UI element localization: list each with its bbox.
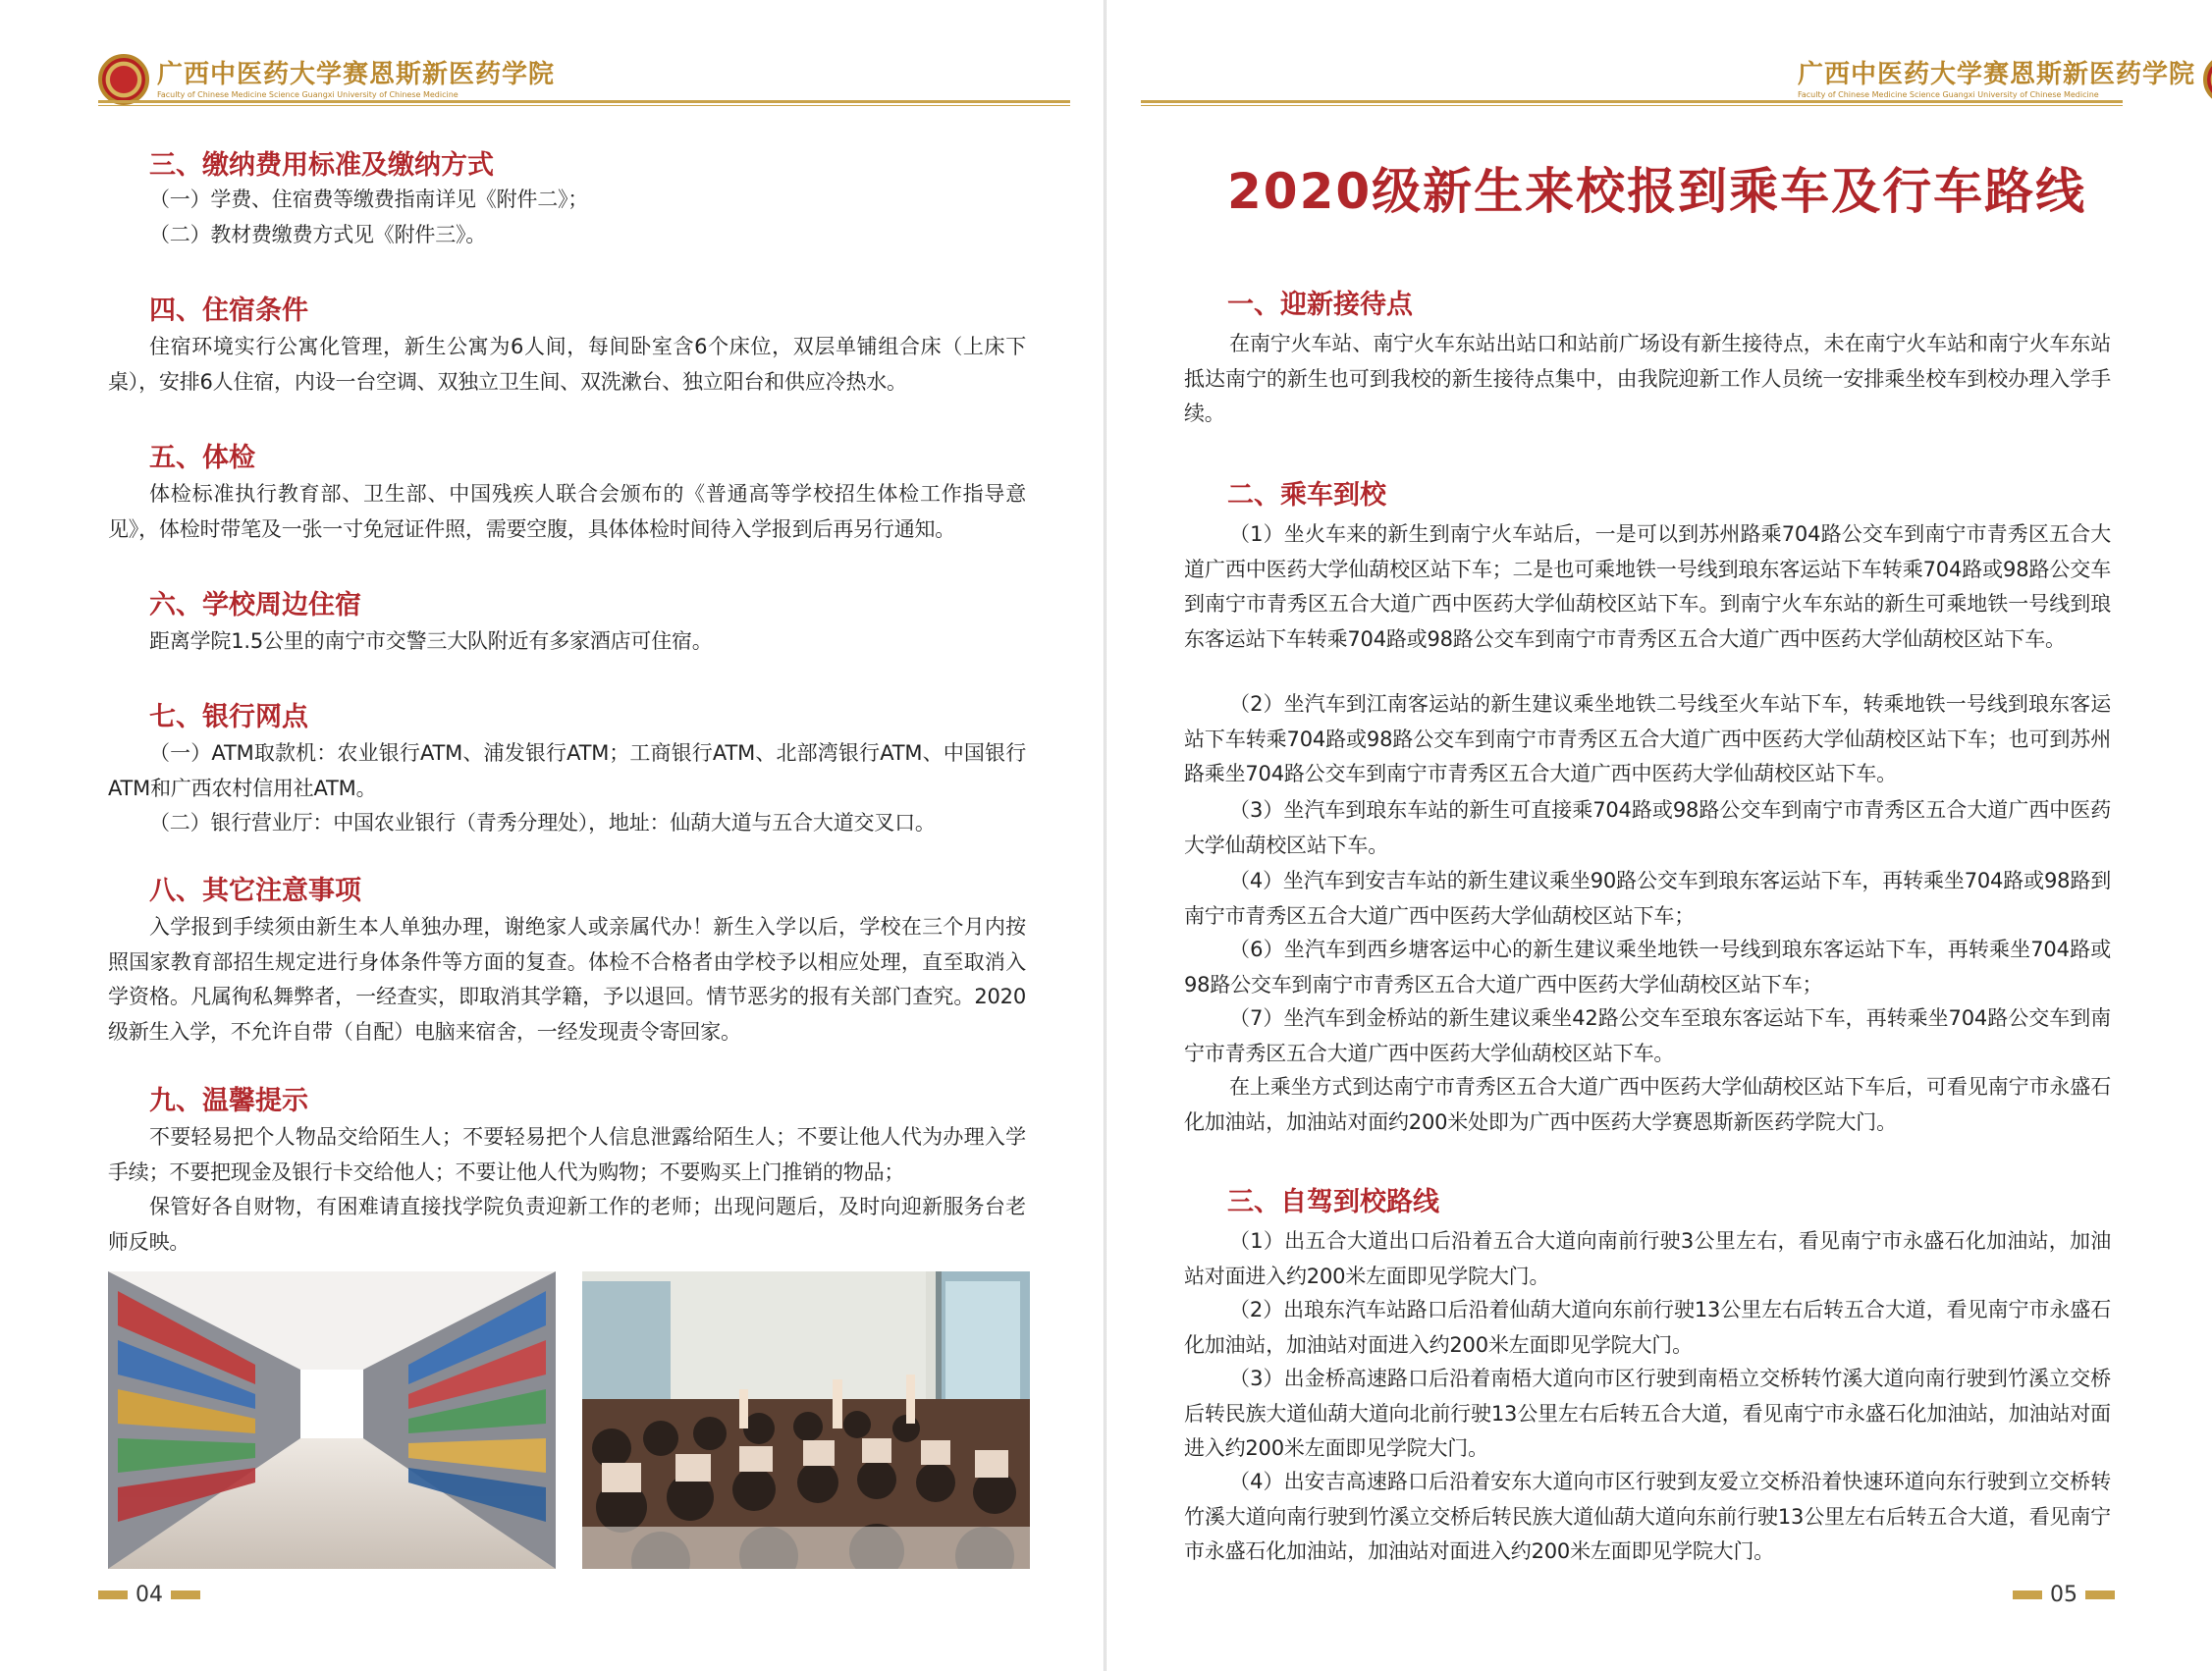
section-heading: 一、迎新接待点	[1227, 290, 1413, 320]
logo-english-name: Faculty of Chinese Medicine Science Guangxi University of Chinese Medicine	[157, 89, 459, 99]
paragraph: （4）坐汽车到安吉车站的新生建议乘坐90路公交车到琅东客运站下车，再转乘坐704路或98路到南宁市青秀区五合大道广西中医药大学仙葫校区站下车；	[1184, 869, 2111, 928]
header-rule	[1141, 100, 2123, 103]
paragraph: （一）ATM取款机：农业银行ATM、浦发银行ATM；工商银行ATM、北部湾银行ATM、中国银行ATM和广西农村信用社ATM。	[108, 741, 1026, 800]
logo-chinese-name: 广西中医药大学赛恩斯新医药学院	[157, 59, 556, 89]
school-seal-icon	[2203, 54, 2212, 105]
section-heading: 二、乘车到校	[1227, 480, 1386, 511]
paragraph: 保管好各自财物，有困难请直接找学院负责迎新工作的老师；出现问题后，及时向迎新服务台老师反映。	[108, 1195, 1026, 1254]
section-heading: 七、银行网点	[149, 702, 308, 732]
page-number: 04	[98, 1583, 200, 1607]
section-heading: 三、自驾到校路线	[1227, 1187, 1439, 1217]
left-header-logo	[98, 54, 563, 105]
paragraph: （4）出安吉高速路口后沿着安东大道向市区行驶到友爱立交桥沿着快速环道向东行驶到立交桥转竹溪大道向南行驶到竹溪立交桥后转民族大道仙葫大道向东前行驶13公里左右后转五合大道，看见南宁市永盛石化加油站，加油站对面进入约200米左面即见学院大门。	[1184, 1470, 2111, 1563]
paragraph: （3）坐汽车到琅东车站的新生可直接乘704路或98路公交车到南宁市青秀区五合大道广西中医药大学仙葫校区站下车。	[1184, 798, 2111, 857]
left-page	[0, 0, 1104, 1671]
header-rule	[98, 100, 1070, 103]
paragraph: 入学报到手续须由新生本人单独办理，谢绝家人或亲属代办！新生入学以后，学校在三个月内按照国家教育部招生规定进行身体条件等方面的复查。体检不合格者由学校予以相应处理，直至取消入学资格。凡属徇私舞弊者，一经查实，即取消其学籍，予以退回。情节恶劣的报有关部门查究。2020级新生入学，不允许自带（自配）电脑来宿舍，一经发现责令寄回家。	[108, 915, 1026, 1044]
section-heading: 八、其它注意事项	[149, 876, 361, 906]
section-heading: 三、缴纳费用标准及缴纳方式	[149, 150, 494, 181]
paragraph: 不要轻易把个人物品交给陌生人；不要轻易把个人信息泄露给陌生人；不要让他人代为办理入学手续；不要把现金及银行卡交给他人；不要让他人代为购物；不要购买上门推销的物品；	[108, 1125, 1026, 1184]
paragraph: 住宿环境实行公寓化管理，新生公寓为6人间，每间卧室含6个床位，双层单铺组合床（上床下桌），安排6人住宿，内设一台空调、双独立卫生间、双洗漱台、独立阳台和供应冷热水。	[108, 335, 1026, 394]
paragraph: （6）坐汽车到西乡塘客运中心的新生建议乘坐地铁一号线到琅东客运站下车，再转乘坐704路或98路公交车到南宁市青秀区五合大道广西中医药大学仙葫校区站下车；	[1184, 938, 2111, 997]
section-heading: 五、体检	[149, 443, 255, 473]
page-title: 2020级新生来校报到乘车及行车路线	[1227, 163, 2087, 220]
logo-chinese-name: 广西中医药大学赛恩斯新医药学院	[1798, 59, 2196, 89]
page-number: 05	[2013, 1583, 2115, 1607]
paragraph: （1）坐火车来的新生到南宁火车站后，一是可以到苏州路乘704路公交车到南宁市青秀区五合大道广西中医药大学仙葫校区站下车；二是也可乘地铁一号线到琅东客运站下车转乘704路或98路公交车到南宁市青秀区五合大道广西中医药大学仙葫校区站下车。到南宁火车东站的新生可乘地铁一号线到琅东客运站下车转乘704路或98路公交车到南宁市青秀区五合大道广西中医药大学仙葫校区站下车。	[1184, 522, 2111, 651]
right-header-logo	[1790, 54, 2212, 105]
paragraph: （3）出金桥高速路口后沿着南梧大道向市区行驶到南梧立交桥转竹溪大道向南行驶到竹溪立交桥后转民族大道仙葫大道向北前行驶13公里左右后转五合大道，看见南宁市永盛石化加油站，加油站对面进入约200米左面即见学院大门。	[1184, 1367, 2111, 1460]
paragraph: 在上乘坐方式到达南宁市青秀区五合大道广西中医药大学仙葫校区站下车后，可看见南宁市永盛石化加油站，加油站对面约200米处即为广西中医药大学赛恩斯新医药学院大门。	[1184, 1075, 2111, 1134]
paragraph: 体检标准执行教育部、卫生部、中国残疾人联合会颁布的《普通高等学校招生体检工作指导意见》，体检时带笔及一张一寸免冠证件照，需要空腹，具体体检时间待入学报到后再另行通知。	[108, 482, 1026, 541]
paragraph: （2）出琅东汽车站路口后沿着仙葫大道向东前行驶13公里左右后转五合大道，看见南宁市永盛石化加油站，加油站对面进入约200米左面即见学院大门。	[1184, 1298, 2111, 1357]
classroom-photo	[582, 1271, 1030, 1569]
paragraph: （7）坐汽车到金桥站的新生建议乘坐42路公交车至琅东客运站下车，再转乘坐704路公交车到南宁市青秀区五合大道广西中医药大学仙葫校区站下车。	[1184, 1006, 2111, 1065]
section-heading: 六、学校周边住宿	[149, 590, 361, 620]
paragraph: 距离学院1.5公里的南宁市交警三大队附近有多家酒店可住宿。	[149, 629, 713, 653]
logo-english-name: Faculty of Chinese Medicine Science Guangxi University of Chinese Medicine	[1798, 89, 2099, 99]
paragraph: （2）坐汽车到江南客运站的新生建议乘坐地铁二号线至火车站下车，转乘地铁一号线到琅东客运站下车转乘704路或98路公交车到南宁市青秀区五合大道广西中医药大学仙葫校区站下车；也可到苏州路乘坐704路公交车到南宁市青秀区五合大道广西中医药大学仙葫校区站下车。	[1184, 692, 2111, 785]
school-seal-icon	[98, 54, 149, 105]
section-heading: 九、温馨提示	[149, 1086, 308, 1116]
paragraph: （二）银行营业厅：中国农业银行（青秀分理处），地址：仙葫大道与五合大道交叉口。	[149, 811, 936, 835]
paragraph: （1）出五合大道出口后沿着五合大道向南前行驶3公里左右，看见南宁市永盛石化加油站，加油站对面进入约200米左面即见学院大门。	[1184, 1229, 2111, 1288]
paragraph: 在南宁火车站、南宁火车东站出站口和站前广场设有新生接待点，未在南宁火车站和南宁火车东站抵达南宁的新生也可到我校的新生接待点集中，由我院迎新工作人员统一安排乘坐校车到校办理入学手续。	[1184, 332, 2111, 425]
paragraph: （二）教材费缴费方式见《附件三》。	[149, 223, 487, 246]
paragraph: （一）学费、住宿费等缴费指南详见《附件二》；	[149, 188, 589, 211]
library-photo	[108, 1271, 556, 1569]
section-heading: 四、住宿条件	[149, 296, 308, 326]
